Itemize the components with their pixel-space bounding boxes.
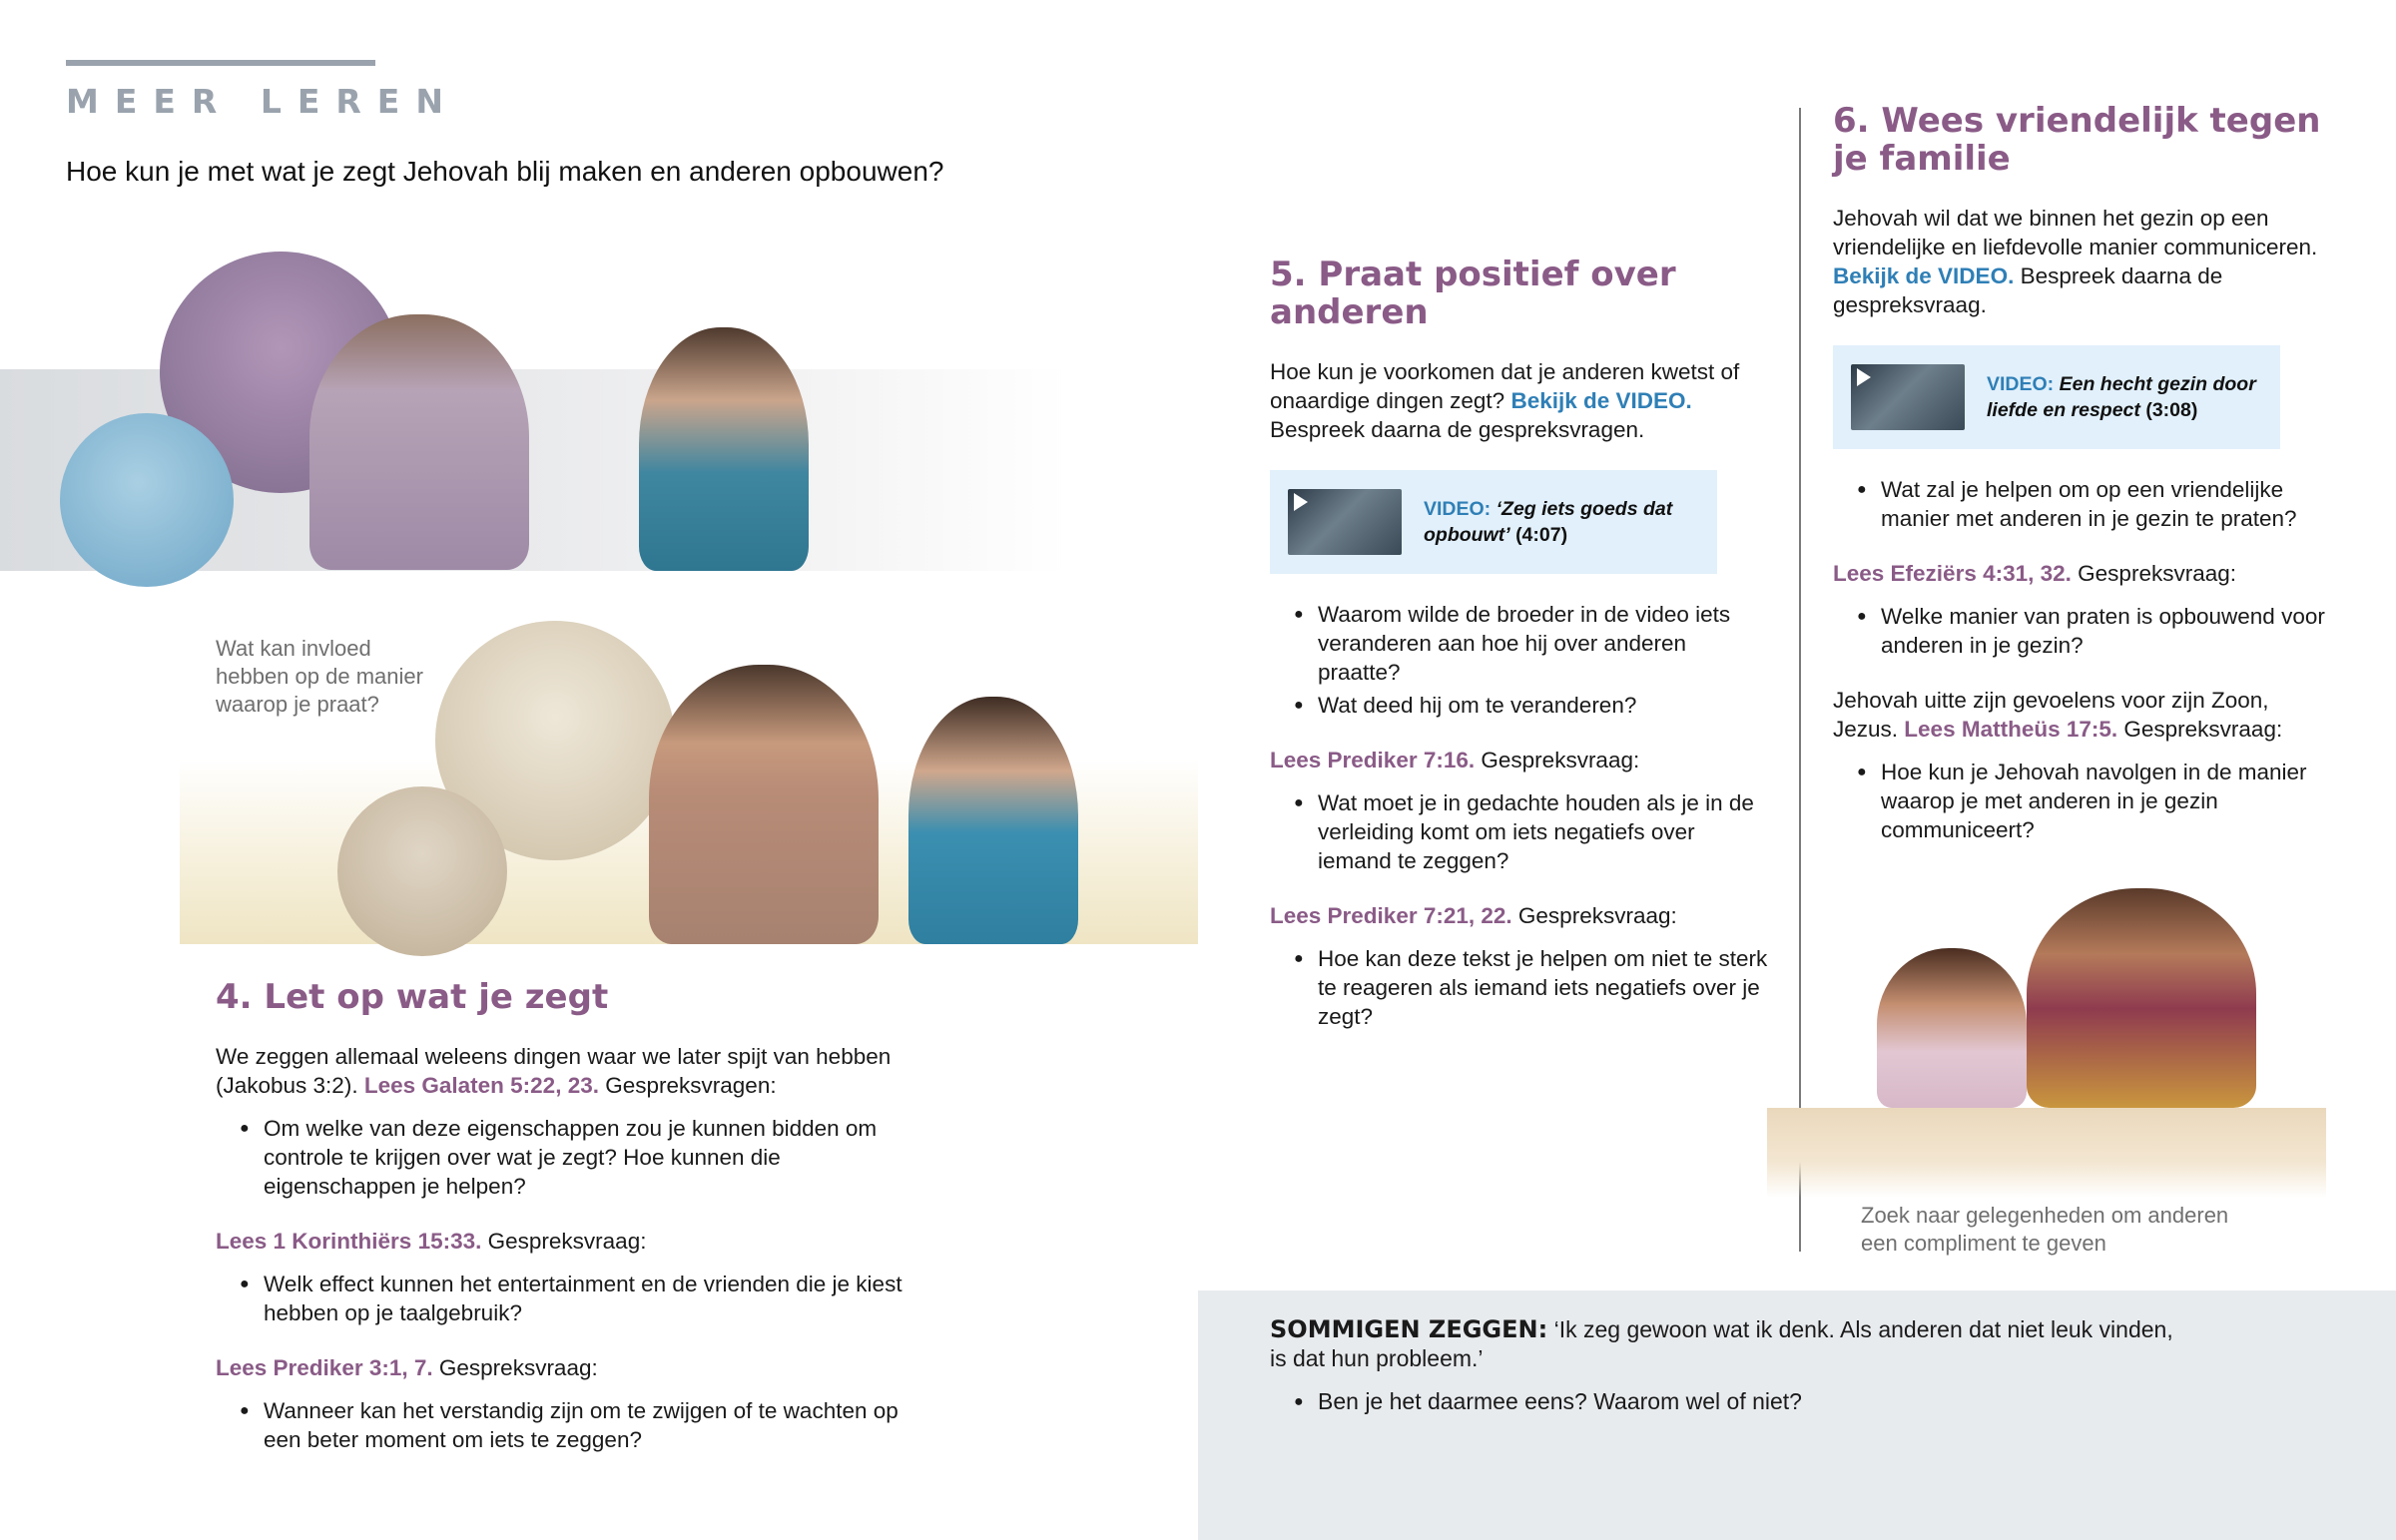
section-6-intro	[1833, 204, 2332, 319]
section-4-questions-3	[216, 1396, 904, 1454]
section-5-intro-suffix: Bespreek daarna de gespreksvragen.	[1270, 417, 1645, 442]
discussion-question: ● Wanneer kan het verstandig zijn om te zwijgen of te wachten op een beter moment om iets te zeggen?	[216, 1396, 904, 1454]
video-duration: (4:07)	[1515, 524, 1568, 546]
discussion-question: ● Wat zal je helpen om op een vriendelijke manier met anderen in je gezin te praten?	[1833, 475, 2332, 533]
section-5-ref-3	[1270, 901, 1769, 930]
section-6-intro-suffix: Bespreek daarna de gespreksvraag.	[1833, 263, 2223, 317]
section-4-ref-2	[216, 1227, 904, 1256]
bible-reading-illustration	[337, 786, 507, 956]
scripture-link-prediker-7-16[interactable]: Lees Prediker 7:16.	[1270, 748, 1476, 772]
some-say-quote-text: ‘Ik zeg gewoon wat ik denk. Als anderen dat niet leuk vinden, is dat hun probleem.’	[1270, 1316, 2173, 1371]
section-6-ref-3-suffix: Gespreksvraag:	[2123, 717, 2283, 742]
discussion-question: ● Welk effect kunnen het entertainment en de vrienden die je kiest hebben op je taalgebruik?	[216, 1270, 904, 1327]
some-say-lead: SOMMIGEN ZEGGEN:	[1270, 1315, 1548, 1343]
video-tag: VIDEO:	[1424, 498, 1492, 520]
section-5-questions-1	[1270, 600, 1769, 720]
scripture-link-prediker-7-21[interactable]: Lees Prediker 7:21, 22.	[1270, 903, 1512, 928]
section-6-questions-3	[1833, 758, 2332, 844]
section-4-title: 4. Let op wat je zegt	[216, 977, 609, 1017]
section-5-intro-text: Hoe kun je voorkomen dat je anderen kwetst of onaardige dingen zegt?	[1270, 359, 1740, 413]
video-tag: VIDEO:	[1987, 373, 2055, 395]
section-5-questions-2	[1270, 788, 1769, 875]
kind-man-illustration	[649, 665, 879, 944]
video-thumbnail[interactable]	[1851, 364, 1965, 430]
discussion-question: ● Hoe kun je Jehovah navolgen in de manier waarop je met anderen in je gezin communiceert?	[1833, 758, 2332, 844]
video-caption	[1424, 496, 1699, 548]
some-say-quote	[1270, 1315, 2188, 1373]
section-5-ref-3-suffix: Gespreksvraag:	[1517, 903, 1677, 928]
hurt-woman-illustration	[639, 327, 809, 571]
discussion-question: ● Hoe kan deze tekst je helpen om niet te sterk te reageren als iemand iets negatiefs over je zegt?	[1270, 944, 1769, 1031]
some-say-content	[1270, 1315, 2188, 1416]
section-5-questions-3	[1270, 944, 1769, 1031]
section-5-ref-2-suffix: Gespreksvraag:	[1481, 748, 1640, 772]
discussion-question: ● Waarom wilde de broeder in de video iets veranderen aan hoe hij over anderen praatte?	[1270, 600, 1769, 687]
section-4-intro	[216, 1042, 904, 1100]
mother-illustration	[2027, 888, 2256, 1108]
play-icon[interactable]	[1857, 368, 1871, 386]
section-4-ref-3-suffix: Gespreksvraag:	[438, 1355, 598, 1380]
section-4-questions-1	[216, 1114, 904, 1201]
column-divider	[1799, 108, 1801, 1252]
illustration-caption-influence: Wat kan invloed hebben op de manier waarop je praat?	[216, 636, 423, 717]
discussion-question: ● Welke manier van praten is opbouwend voor anderen in je gezin?	[1833, 602, 2332, 660]
video-thumbnail[interactable]	[1288, 489, 1402, 555]
play-icon[interactable]	[1294, 493, 1308, 511]
section-6-ref-2-suffix: Gespreksvraag:	[2078, 561, 2236, 586]
discussion-question: ● Ben je het daarmee eens? Waarom wel of niet?	[1270, 1387, 2188, 1416]
video-caption	[1987, 371, 2262, 423]
section-4	[216, 978, 904, 1454]
scripture-link-efeziers[interactable]: Lees Efeziërs 4:31, 32.	[1833, 561, 2072, 586]
section-6-text-3	[1833, 686, 2332, 744]
some-say-questions	[1270, 1387, 2188, 1416]
section-5-title: 5. Praat positief over anderen	[1270, 255, 1676, 332]
section-6-questions-2	[1833, 602, 2332, 660]
discussion-question: ● Wat moet je in gedachte houden als je in de verleiding komt om iets negatiefs over iemand te zeggen?	[1270, 788, 1769, 875]
section-5-ref-2	[1270, 746, 1769, 774]
header-rule	[66, 60, 375, 66]
section-6-title: 6. Wees vriendelijk tegen je familie	[1833, 101, 2321, 179]
discussion-question: ● Wat deed hij om te veranderen?	[1270, 691, 1769, 720]
child-drawing-illustration	[1877, 948, 2027, 1108]
scripture-link-prediker-3[interactable]: Lees Prediker 3:1, 7.	[216, 1355, 433, 1380]
scripture-link-galaten[interactable]: Lees Galaten 5:22, 23.	[363, 1073, 599, 1098]
scripture-link-korinthiers[interactable]: Lees 1 Korinthiërs 15:33.	[216, 1229, 482, 1254]
smiling-woman-illustration	[908, 697, 1078, 944]
video-duration: (3:08)	[2145, 399, 2198, 421]
section-6-intro-text: Jehovah wil dat we binnen het gezin op een vriendelijke en liefdevolle manier communiceren.	[1833, 206, 2318, 259]
watch-video-link[interactable]: Bekijk de VIDEO.	[1833, 263, 2015, 288]
section-6	[1833, 102, 2332, 844]
section-4-ref-3	[216, 1353, 904, 1382]
discussion-question: ● Om welke van deze eigenschappen zou je kunnen bidden om controle te krijgen over wat je zegt? Hoe kunnen die eigenschappen je helpen?	[216, 1114, 904, 1201]
scene-background-table	[1767, 1108, 2326, 1198]
section-6-text-3-body: Jehovah uitte zijn gevoelens voor zijn Zoon, Jezus.	[1833, 688, 2269, 742]
illustration-caption-compliment: Zoek naar gelegenheden om anderen een compliment te geven	[1861, 1203, 2229, 1256]
video-card-zeg-iets-goeds[interactable]	[1270, 470, 1717, 574]
section-label: MEER LEREN	[66, 82, 459, 121]
watch-video-link[interactable]: Bekijk de VIDEO.	[1510, 388, 1692, 413]
video-title: ‘Zeg iets goeds dat opbouwt’	[1424, 498, 1673, 546]
section-5-intro	[1270, 357, 1769, 444]
section-5	[1270, 256, 1769, 1031]
video-title: Een hecht gezin door liefde en respect	[1987, 373, 2256, 421]
scripture-link-mattheus[interactable]: Lees Mattheüs 17:5.	[1904, 717, 2118, 742]
headphones-illustration	[60, 413, 234, 587]
angry-man-illustration	[309, 314, 529, 570]
section-6-ref-2	[1833, 559, 2332, 588]
section-4-ref-2-suffix: Gespreksvraag:	[487, 1229, 647, 1254]
section-4-intro-suffix: Gespreksvragen:	[605, 1073, 777, 1098]
section-6-questions-1	[1833, 475, 2332, 533]
section-4-intro-text: We zeggen allemaal weleens dingen waar we later spijt van hebben (Jakobus 3:2).	[216, 1044, 892, 1098]
video-card-hecht-gezin[interactable]	[1833, 345, 2280, 449]
section-4-questions-2	[216, 1270, 904, 1327]
intro-question: Hoe kun je met wat je zegt Jehovah blij maken en anderen opbouwen?	[66, 156, 944, 187]
